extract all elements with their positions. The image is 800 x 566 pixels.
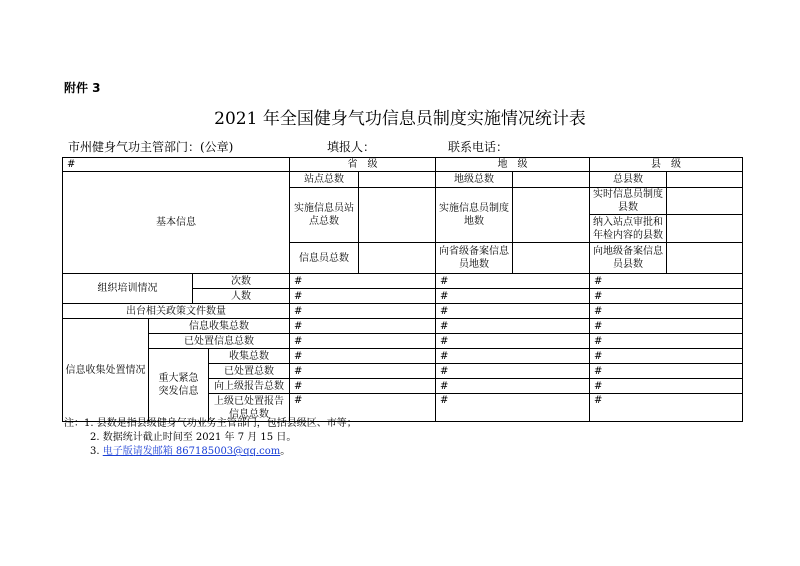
- header-province: 省 级: [290, 158, 436, 172]
- county-realtime-label: 实时信息员制度县数: [590, 188, 667, 215]
- info-processing-label: 信息收集处置情况: [63, 319, 149, 422]
- cell-empty[interactable]: [359, 188, 436, 243]
- phone-label: 联系电话：: [448, 140, 509, 154]
- emg-report-total-label: 向上级报告总数: [209, 379, 290, 394]
- statistics-table: [62, 157, 743, 422]
- table-row: [63, 172, 743, 188]
- cell-hash[interactable]: #: [590, 394, 743, 422]
- cell-hash[interactable]: #: [290, 394, 436, 422]
- cell-hash[interactable]: #: [290, 379, 436, 394]
- policy-docs-label: 出台相关政策文件数量: [63, 304, 290, 319]
- cell-empty[interactable]: [667, 172, 743, 188]
- cell-hash[interactable]: #: [590, 289, 743, 304]
- county-filed-label: 向地级备案信息员县数: [590, 243, 667, 274]
- cell-hash[interactable]: #: [290, 289, 436, 304]
- cell-hash[interactable]: #: [590, 334, 743, 349]
- cell-hash[interactable]: #: [590, 304, 743, 319]
- filler-label: 填报人：: [327, 140, 376, 154]
- cell-empty[interactable]: [513, 243, 590, 274]
- email-link[interactable]: 电子版请发邮箱 867185003@qq.com: [102, 446, 281, 457]
- prov-station-total-label: 站点总数: [290, 172, 359, 188]
- cell-hash[interactable]: #: [590, 379, 743, 394]
- table-row: [63, 158, 743, 172]
- note-3-prefix: 3.: [90, 446, 103, 457]
- prov-info-total-label: 信息员总数: [290, 243, 359, 274]
- city-impl-label: 实施信息员制度地数: [436, 188, 513, 243]
- emg-processed-total-label: 已处置总数: [209, 364, 290, 379]
- table-row: [63, 274, 743, 289]
- cell-hash[interactable]: #: [290, 304, 436, 319]
- header-city: 地 级: [436, 158, 590, 172]
- training-times-label: 次数: [193, 274, 290, 289]
- cell-empty[interactable]: [513, 188, 590, 243]
- cell-hash[interactable]: #: [436, 394, 590, 422]
- cell-hash[interactable]: #: [436, 289, 590, 304]
- cell-hash[interactable]: #: [290, 319, 436, 334]
- cell-hash[interactable]: #: [436, 319, 590, 334]
- cell-hash[interactable]: #: [290, 364, 436, 379]
- emg-collect-total-label: 收集总数: [209, 349, 290, 364]
- cell-hash[interactable]: #: [590, 319, 743, 334]
- cell-hash[interactable]: #: [290, 334, 436, 349]
- page-title: 2021 年全国健身气功信息员制度实施情况统计表: [214, 109, 586, 129]
- city-filed-label: 向省级备案信息员地数: [436, 243, 513, 274]
- cell-hash[interactable]: #: [436, 334, 590, 349]
- cell-hash[interactable]: #: [436, 379, 590, 394]
- prov-impl-station-label: 实施信息员站点总数: [290, 188, 359, 243]
- city-total-label: 地级总数: [436, 172, 513, 188]
- cell-empty[interactable]: [667, 243, 743, 274]
- table-row: [63, 304, 743, 319]
- attachment-label: 附件 3: [64, 81, 101, 95]
- cell-hash[interactable]: #: [436, 274, 590, 289]
- header-hash: #: [63, 158, 290, 172]
- cell-hash[interactable]: #: [290, 274, 436, 289]
- cell-hash[interactable]: #: [590, 364, 743, 379]
- emg-upper-processed-label: 上级已处置报告信息总数: [209, 394, 290, 422]
- emergency-label: 重大紧急突发信息: [149, 349, 209, 422]
- cell-hash[interactable]: #: [590, 349, 743, 364]
- cell-empty[interactable]: [667, 215, 743, 243]
- cell-empty[interactable]: [359, 172, 436, 188]
- notes: [64, 417, 357, 459]
- basic-info-label: 基本信息: [63, 172, 290, 274]
- table-row: [63, 349, 743, 364]
- note-2: 2. 数据统计截止时间至 2021 年 7 月 15 日。: [90, 432, 297, 443]
- info-processed-total-label: 已处置信息总数: [149, 334, 290, 349]
- county-total-label: 总县数: [590, 172, 667, 188]
- cell-empty[interactable]: [359, 243, 436, 274]
- note-3: [64, 445, 357, 459]
- dept-label: 市州健身气功主管部门：(公章): [68, 140, 234, 154]
- cell-hash[interactable]: #: [436, 364, 590, 379]
- training-label: 组织培训情况: [63, 274, 193, 304]
- cell-empty[interactable]: [513, 172, 590, 188]
- table-row: [63, 334, 743, 349]
- cell-hash[interactable]: #: [436, 304, 590, 319]
- training-people-label: 人数: [193, 289, 290, 304]
- cell-hash[interactable]: #: [590, 274, 743, 289]
- note-3-suffix: 。: [280, 446, 291, 457]
- header-county: 县 级: [590, 158, 743, 172]
- table-row: [63, 319, 743, 334]
- county-review-label: 纳入站点审批和年检内容的县数: [590, 215, 667, 243]
- info-collect-total-label: 信息收集总数: [149, 319, 290, 334]
- cell-hash[interactable]: #: [436, 349, 590, 364]
- cell-hash[interactable]: #: [290, 349, 436, 364]
- cell-empty[interactable]: [667, 188, 743, 215]
- note-1: 注：1. 县数是指县级健身气功业务主管部门，包括县级区、市等；: [64, 418, 357, 429]
